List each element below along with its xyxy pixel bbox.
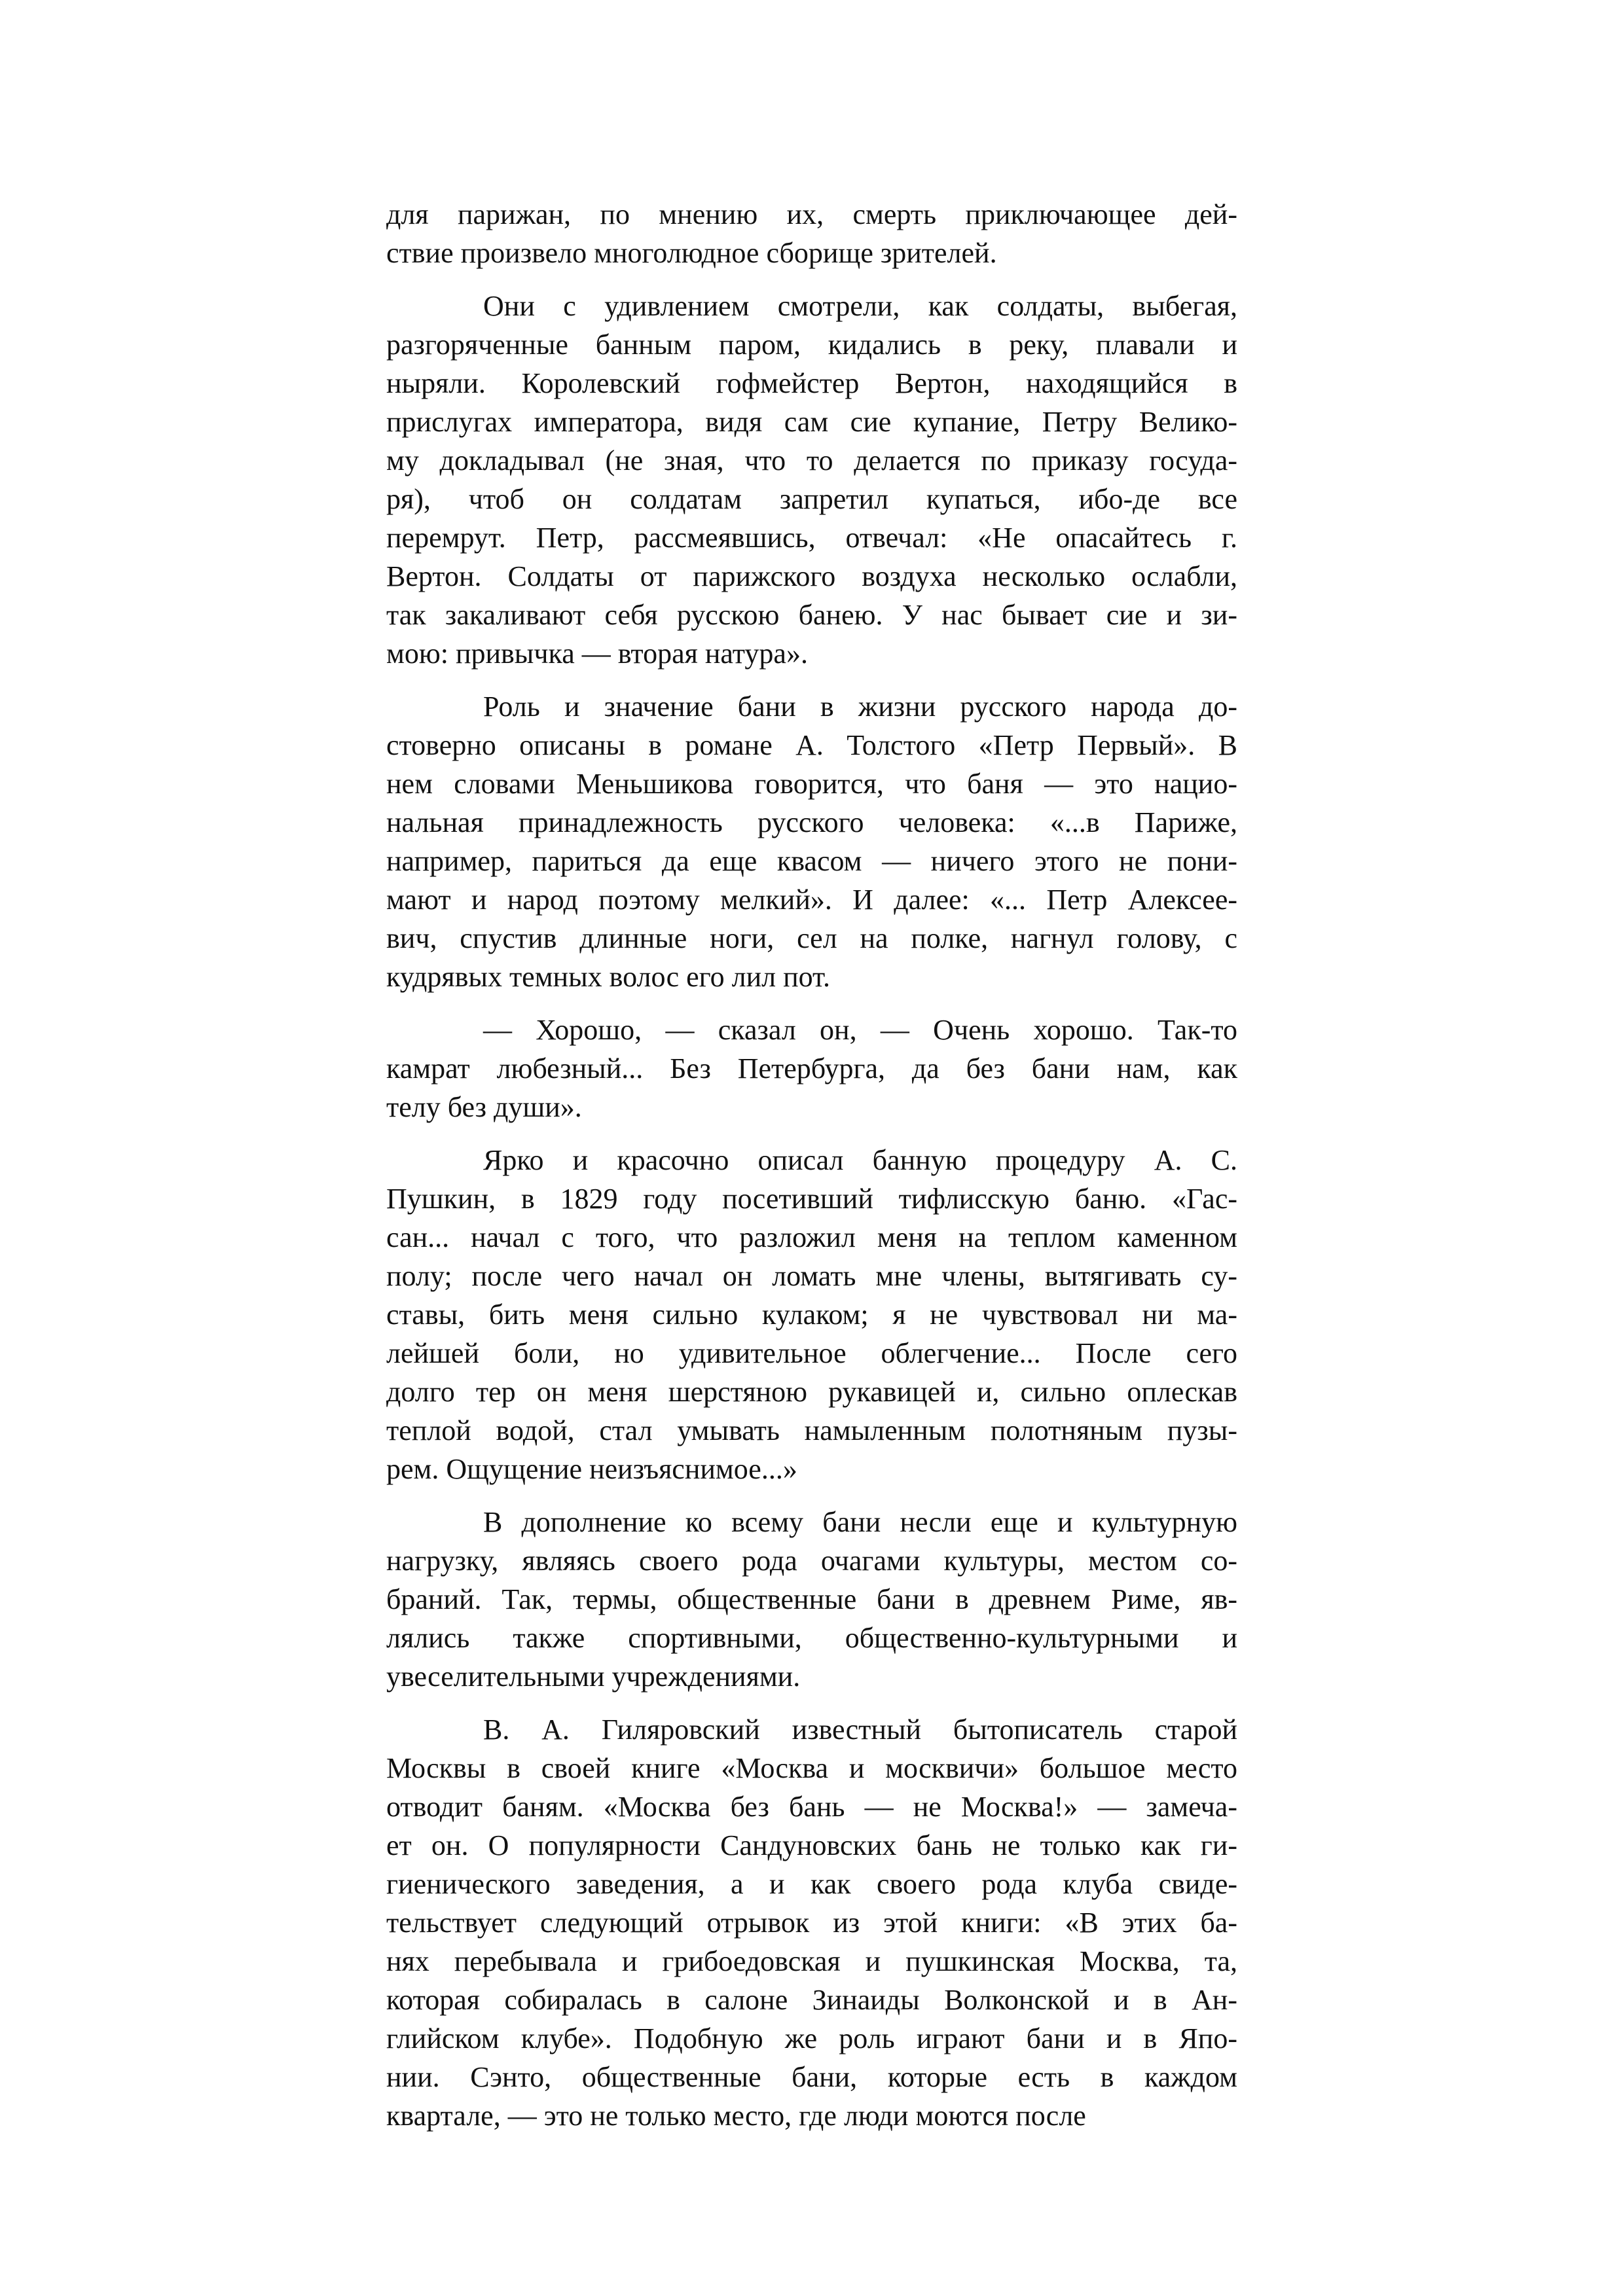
text-line: нем словами Меньшикова говорится, что баня — это нацио- [386,768,1237,800]
text-line: нальная принадлежность русского человека: «...в Париже, [386,806,1237,838]
paragraph [386,1503,1237,1696]
text-line: ныряли. Королевский гофмейстер Вертон, находящийся в [386,367,1237,399]
body-text [386,195,1237,2135]
text-line: перемрут. Петр, рассмеявшись, отвечал: «Не опасайтесь г. [386,522,1237,554]
text-line: — Хорошо, — сказал он, — Очень хорошо. Так-то [483,1014,1237,1046]
text-line: увеселительными учреждениями. [386,1660,801,1693]
text-line: глийском клубе». Подобную же роль играют бани и в Япо- [386,2022,1237,2054]
text-line: нагрузку, являясь своего рода очагами культуры, местом со- [386,1545,1237,1577]
paragraph [386,687,1237,996]
text-line: так закаливают себя русскою банею. У нас бывает сие и зи- [386,599,1237,631]
text-line: лялись также спортивными, общественно-культурными и [386,1622,1237,1654]
text-line: мою: привычка — вторая натура». [386,637,808,670]
text-line: ря), чтоб он солдатам запретил купаться, ибо-де все [386,483,1237,515]
text-line: разгоряченные банным паром, кидались в реку, плавали и [386,329,1237,361]
text-line: лейшей боли, но удивительное облегчение... После сего [386,1337,1237,1369]
text-line: му докладывал (не зная, что то делается по приказу госуда- [386,444,1237,476]
text-line: тельствует следующий отрывок из этой книги: «В этих ба- [386,1907,1237,1939]
text-line: Ярко и красочно описал банную процедуру А. С. [483,1144,1237,1176]
text-line: В дополнение ко всему бани несли еще и культурную [483,1506,1237,1538]
text-line: нях перебывала и грибоедовская и пушкинская Москва, та, [386,1945,1237,1977]
text-line: для парижан, по мнению их, смерть приключающее дей- [386,198,1237,230]
paragraph [386,195,1237,272]
text-line: вич, спустив длинные ноги, сел на полке, нагнул голову, с [386,922,1237,954]
paragraph [386,1011,1237,1126]
text-line: мают и народ поэтому мелкий». И далее: «... Петр Алексее- [386,884,1237,916]
text-line: В. А. Гиляровский известный бытописатель старой [483,1713,1237,1746]
text-line: браний. Так, термы, общественные бани в древнем Риме, яв- [386,1583,1237,1615]
text-line: Они с удивлением смотрели, как солдаты, выбегая, [483,290,1237,322]
text-line: теплой водой, стал умывать намыленным полотняным пузы- [386,1414,1237,1446]
text-line: долго тер он меня шерстяною рукавицей и, сильно оплескав [386,1376,1237,1408]
text-line: Москвы в своей книге «Москва и москвичи» большое место [386,1752,1237,1784]
text-line: которая собиралась в салоне Зинаиды Волконской и в Ан- [386,1984,1237,2016]
text-line: ет он. О популярности Сандуновских бань не только как ги- [386,1829,1237,1861]
text-line: кудрявых темных волос его лил пот. [386,961,830,993]
text-line: стоверно описаны в романе А. Толстого «Петр Первый». В [386,729,1237,761]
text-line: сан... начал с того, что разложил меня на теплом каменном [386,1221,1237,1253]
text-line: гиенического заведения, а и как своего рода клуба свиде- [386,1868,1237,1900]
text-line: ствие произвело многолюдное сборище зрителей. [386,237,997,269]
text-line: камрат любезный... Без Петербурга, да без бани нам, как [386,1052,1237,1085]
text-line: отводит баням. «Москва без бань — не Москва!» — замеча- [386,1791,1237,1823]
text-line: рем. Ощущение неизъяснимое...» [386,1453,797,1485]
text-line: Роль и значение бани в жизни русского народа до- [483,691,1237,723]
text-line: телу без души». [386,1091,582,1123]
text-line: полу; после чего начал он ломать мне члены, вытягивать су- [386,1260,1237,1292]
text-line: квартале, — это не только место, где люди моются после [386,2100,1086,2132]
text-line: ставы, бить меня сильно кулаком; я не чувствовал ни ма- [386,1299,1237,1331]
paragraph [386,1141,1237,1488]
paragraph [386,1710,1237,2135]
text-line: нии. Сэнто, общественные бани, которые есть в каждом [386,2061,1237,2093]
text-line: Пушкин, в 1829 году посетивший тифлисскую баню. «Гас- [386,1183,1237,1215]
text-line: например, париться да еще квасом — ничего этого не пони- [386,845,1237,877]
text-line: прислугах императора, видя сам сие купание, Петру Велико- [386,406,1237,438]
paragraph [386,287,1237,673]
text-line: Вертон. Солдаты от парижского воздуха несколько ослабли, [386,560,1237,592]
